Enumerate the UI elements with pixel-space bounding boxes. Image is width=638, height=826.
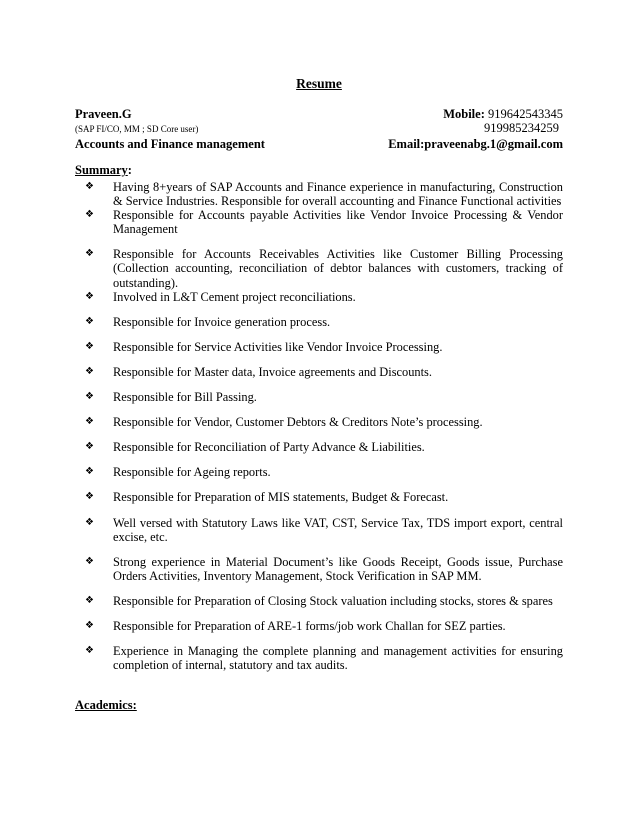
summary-item	[75, 315, 563, 329]
bullet-diamond-icon: ❖	[85, 340, 94, 352]
summary-item	[75, 340, 563, 354]
summary-item	[75, 644, 563, 672]
bullet-diamond-icon: ❖	[85, 365, 94, 377]
summary-heading-colon: :	[127, 163, 132, 177]
summary-item	[75, 208, 563, 236]
bullet-diamond-icon: ❖	[85, 619, 94, 631]
summary-item-text: Responsible for Accounts payable Activities like Vendor Invoice Processing & Vendor Management	[113, 208, 563, 237]
summary-item	[75, 516, 563, 544]
summary-item	[75, 290, 563, 304]
bullet-diamond-icon: ❖	[85, 555, 94, 567]
bullet-diamond-icon: ❖	[85, 181, 94, 192]
summary-item-text: Experience in Managing the complete planning and management activities for ensuring completion of internal, statutory and tax audits.	[113, 644, 563, 673]
summary-item-text: Responsible for Preparation of MIS statements, Budget & Forecast.	[113, 490, 449, 505]
summary-item-text: Responsible for Vendor, Customer Debtors & Creditors Note’s processing.	[113, 415, 483, 430]
bullet-diamond-icon: ❖	[85, 315, 94, 327]
mobile-label: Mobile:	[443, 107, 485, 121]
summary-heading-text: Summary	[75, 163, 128, 177]
summary-item	[75, 490, 563, 504]
summary-item-text: Responsible for Master data, Invoice agreements and Discounts.	[113, 364, 432, 379]
summary-item-text: Responsible for Preparation of ARE-1 forms/job work Challan for SEZ parties.	[113, 618, 506, 633]
role-description: (SAP FI/CO, MM ; SD Core user)	[75, 124, 199, 134]
summary-item	[75, 390, 563, 404]
bullet-diamond-icon: ❖	[85, 516, 94, 528]
bullet-diamond-icon: ❖	[85, 290, 94, 302]
mobile-line	[443, 107, 563, 122]
summary-item	[75, 465, 563, 479]
summary-item-text: Well versed with Statutory Laws like VAT, CST, Service Tax, TDS import export, central excise, etc.	[113, 515, 563, 544]
bullet-diamond-icon: ❖	[85, 645, 94, 657]
summary-list	[75, 180, 563, 672]
bullet-diamond-icon: ❖	[85, 248, 94, 260]
summary-item-text: Responsible for Bill Passing.	[113, 390, 257, 405]
email-address: Email:praveenabg.1@gmail.com	[388, 137, 563, 151]
bullet-diamond-icon: ❖	[85, 209, 94, 221]
bullet-diamond-icon: ❖	[85, 441, 94, 453]
summary-item	[75, 594, 563, 608]
summary-item	[75, 415, 563, 429]
bullet-diamond-icon: ❖	[85, 466, 94, 478]
summary-item	[75, 247, 563, 289]
mobile-number-secondary: 919985234259	[484, 121, 559, 135]
summary-item-text: Strong experience in Material Document’s like Goods Receipt, Goods issue, Purchase Orders Activities, Inventory Management, Stock Verification in SAP MM.	[113, 554, 563, 583]
summary-item	[75, 440, 563, 454]
summary-item	[75, 555, 563, 583]
document-title: Resume	[296, 76, 342, 91]
summary-item-text: Involved in L&T Cement project reconciliations.	[113, 289, 356, 304]
summary-heading	[75, 163, 132, 178]
summary-item	[75, 180, 563, 208]
academics-heading: Academics:	[75, 698, 137, 712]
summary-item-text: Responsible for Service Activities like Vendor Invoice Processing.	[113, 339, 443, 354]
summary-item	[75, 619, 563, 633]
name-row	[75, 107, 563, 122]
summary-item-text: Having 8+years of SAP Accounts and Finance experience in manufacturing, Construction & Service Industries. Responsible for overall accounting and Finance Functional activities	[113, 180, 563, 209]
summary-item-text: Responsible for Ageing reports.	[113, 465, 271, 480]
summary-item-text: Responsible for Preparation of Closing Stock valuation including stocks, stores & spares	[113, 593, 553, 608]
summary-item-text: Responsible for Reconciliation of Party Advance & Liabilities.	[113, 440, 425, 455]
summary-item	[75, 365, 563, 379]
bullet-diamond-icon: ❖	[85, 391, 94, 403]
bullet-diamond-icon: ❖	[85, 416, 94, 428]
summary-item-text: Responsible for Accounts Receivables Activities like Customer Billing Processing (Collection accounting, reconciliation of debtor balances with customers, tracking of outstanding).	[113, 247, 563, 290]
bullet-diamond-icon: ❖	[85, 594, 94, 606]
field-row	[75, 137, 563, 152]
mobile-number-primary: 919642543345	[488, 107, 563, 121]
bullet-diamond-icon: ❖	[85, 491, 94, 503]
summary-item-text: Responsible for Invoice generation process.	[113, 314, 331, 329]
role-row	[75, 121, 563, 137]
field-of-work: Accounts and Finance management	[75, 137, 265, 151]
candidate-name: Praveen.G	[75, 107, 132, 121]
